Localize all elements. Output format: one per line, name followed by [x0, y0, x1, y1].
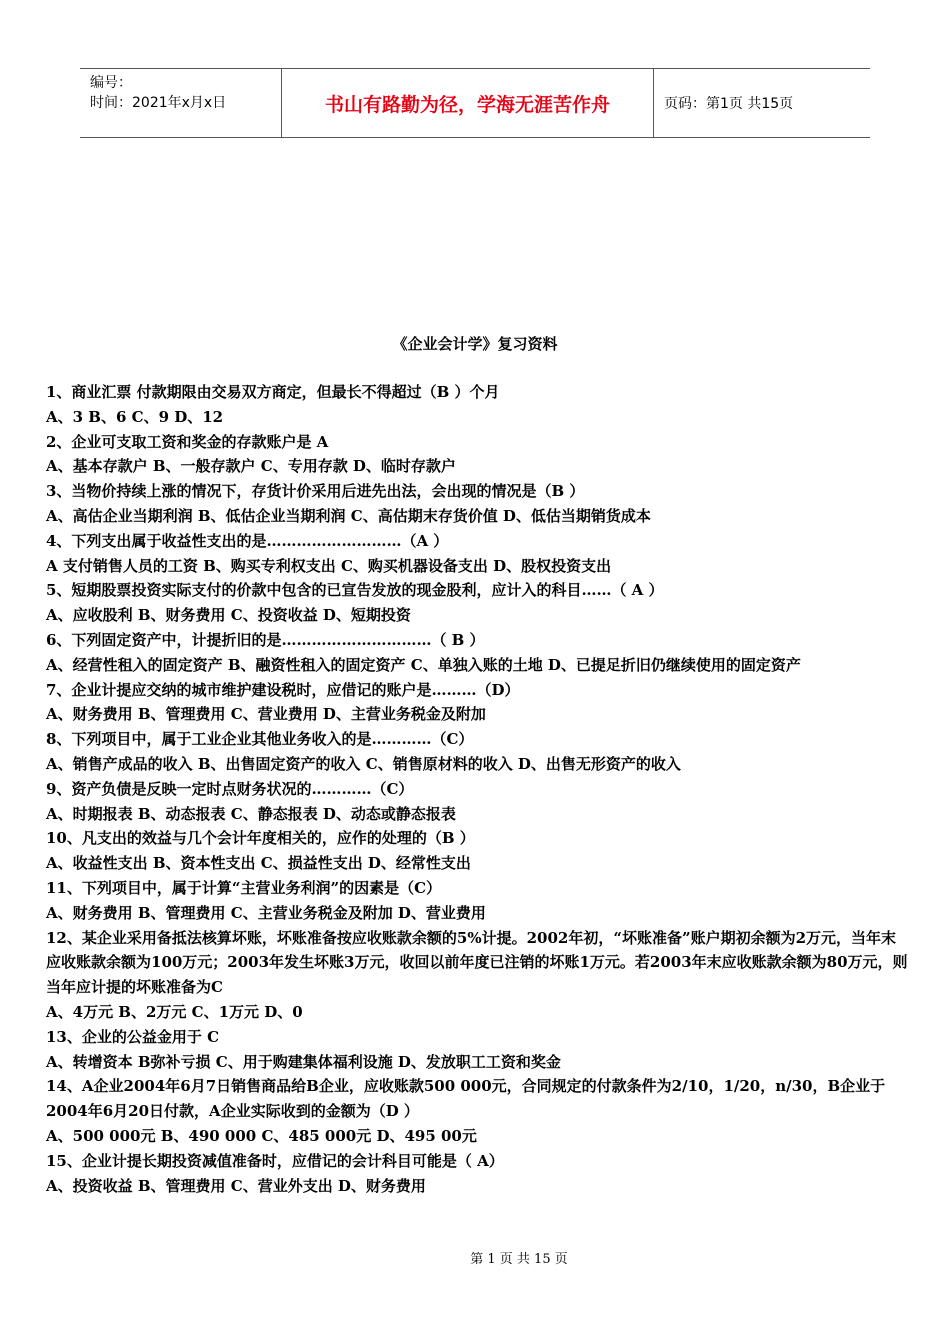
question-line: 8、下列项目中，属于工业企业其他业务收入的是…………（C） [46, 730, 474, 749]
answer-options: A、3 B、6 C、9 D、12 [46, 407, 224, 426]
question-line: 2、企业可支取工资和奖金的存款账户是 A [46, 432, 329, 451]
question-line: 4、下列支出属于收益性支出的是………………………（A ） [46, 531, 449, 550]
answer-options: A、销售产成品的收入 B、出售固定资产的收入 C、销售原材料的收入 D、出售无形资产的收入 [46, 754, 681, 773]
answer-options: A、经营性租入的固定资产 B、融资性租入的固定资产 C、单独入账的土地 D、已提足折旧仍继续使用的固定资产 [46, 655, 801, 674]
header-page-cell [654, 69, 870, 137]
question-line: 14、A企业2004年6月7日销售商品给B企业，应收账款500 000元，合同规定的付款条件为2/10，1/20，n/30，B企业于2004年6月20日付款，A企业实际收到的金额为（D ） [46, 1077, 886, 1121]
header-page-info: 页码：第1页 共15页 [664, 96, 794, 112]
answer-options: A、基本存款户 B、一般存款户 C、专用存款 D、临时存款户 [46, 457, 456, 476]
question-line: 9、资产负债是反映一定时点财务状况的…………（C） [46, 779, 414, 798]
header-motto-cell [282, 69, 654, 137]
page-footer: 第 1 页 共 15 页 [470, 1252, 568, 1267]
document-number-label: 编号： [90, 75, 132, 91]
question-line: 13、企业的公益金用于 C [46, 1027, 220, 1046]
question-line: 5、短期股票投资实际支付的价款中包含的已宣告发放的现金股利，应计入的科目……（ A ） [46, 581, 664, 600]
question-line: 11、下列项目中，属于计算“主营业务利润”的因素是（C） [46, 878, 442, 897]
header-meta-cell [80, 69, 282, 137]
question-line: 1、商业汇票 付款期限由交易双方商定，但最长不得超过（B ）个月 [46, 383, 500, 401]
answer-options: A、时期报表 B、动态报表 C、静态报表 D、动态或静态报表 [46, 804, 456, 823]
answer-options: A 支付销售人员的工资 B、购买专利权支出 C、购买机器设备支出 D、股权投资支出 [46, 556, 612, 575]
answer-options: A、4万元 B、2万元 C、1万元 D、0 [46, 1002, 303, 1021]
document-time-label: 时间：2021年x月x日 [90, 95, 227, 111]
answer-options: A、投资收益 B、管理费用 C、营业外支出 D、财务费用 [46, 1176, 426, 1195]
answer-options: A、收益性支出 B、资本性支出 C、损益性支出 D、经常性支出 [46, 854, 471, 873]
document-title: 《企业会计学》复习资料 [392, 335, 558, 353]
question-line: 3、当物价持续上涨的情况下，存货计价采用后进先出法，会出现的情况是（B ） [46, 482, 585, 501]
answer-options: A、高估企业当期利润 B、低估企业当期利润 C、高估期末存货价值 D、低估当期销货成本 [46, 506, 651, 525]
question-line: 15、企业计提长期投资减值准备时，应借记的会计科目可能是（ A） [46, 1151, 504, 1170]
question-line: 7、企业计提应交纳的城市维护建设税时，应借记的账户是………（D） [46, 680, 520, 699]
question-line: 10、凡支出的效益与几个会计年度相关的，应作的处理的（B ） [46, 829, 475, 848]
header-motto: 书山有路勤为径，学海无涯苦作舟 [324, 93, 610, 116]
question-line: 6、下列固定资产中，计提折旧的是…………………………（ B ） [46, 630, 485, 649]
answer-options: A、500 000元 B、490 000 C、485 000元 D、495 00元 [46, 1126, 477, 1145]
answer-options: A、转增资本 B弥补亏损 C、用于购建集体福利设施 D、发放职工工资和奖金 [46, 1052, 561, 1071]
question-line: 12、某企业采用备抵法核算坏账，坏账准备按应收账款余额的5%计提。2002年初，“坏账准备”账户期初余额为2万元，当年末应收账款余额为100万元；2003年发生坏账3万元，收回以前年度已注销的坏账1万元。若2003年末应收账款余额为80万元，则当年应计提的坏账准备为C [46, 928, 908, 997]
page-header [80, 68, 870, 138]
answer-options: A、财务费用 B、管理费用 C、营业费用 D、主营业务税金及附加 [46, 705, 486, 724]
answer-options: A、财务费用 B、管理费用 C、主营业务税金及附加 D、营业费用 [46, 903, 486, 922]
answer-options: A、应收股利 B、财务费用 C、投资收益 D、短期投资 [46, 606, 411, 625]
question-list [46, 380, 908, 1198]
